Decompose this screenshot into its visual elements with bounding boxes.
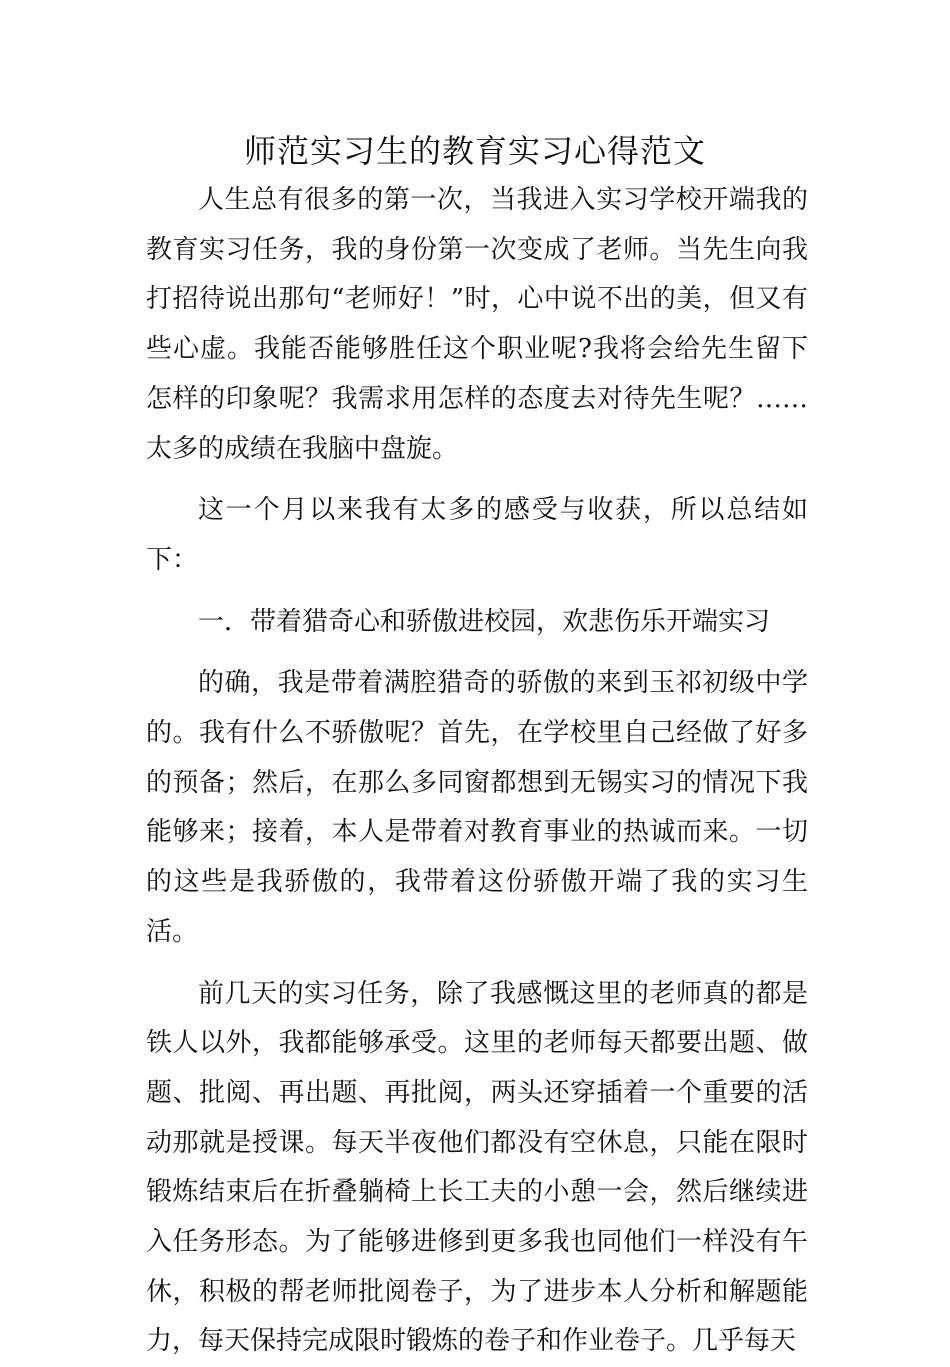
paragraph-pride: 的确，我是带着满腔猎奇的骄傲的来到玉祁初级中学的。我有什么不骄傲呢？首先，在学校里自己经做了好多的预备；然后，在那么多同窗都想到无锡实习的情况下我能够来；接着，本人是带着对教育事业的热诚而来。一切的这些是我骄傲的，我带着这份骄傲开端了我的实习生活。 [146,668,808,947]
paragraph-summary-lead: 这一个月以来我有太多的感受与收获，所以总结如下： [146,495,808,575]
paragraph-intro: 人生总有很多的第一次，当我进入实习学校开端我的教育实习任务，我的身份第一次变成了老师。当先生向我打招待说出那句“老师好！”时，心中说不出的美，但又有些心虚。我能否能够胜任这个职业呢?我将会给先生留下怎样的印象呢？我需求用怎样的态度去对待先生呢？……太多的成绩在我脑中盘旋。 [146,185,808,464]
document-title: 师范实习生的教育实习心得范文 [243,132,706,170]
section-heading-1: 一．带着猎奇心和骄傲进校园，欢悲伤乐开端实习 [198,606,771,637]
document-body [146,176,808,1367]
paragraph-first-days: 前几天的实习任务，除了我感慨这里的老师真的都是铁人以外，我都能够承受。这里的老师每天都要出题、做题、批阅、再出题、再批阅，两头还穿插着一个重要的活动那就是授课。每天半夜他们都没有空休息，只能在限时锻炼结束后在折叠躺椅上长工夫的小憩一会，然后继续进入任务形态。为了能够进修到更多我也同他们一样没有午休，积极的帮老师批阅卷子，为了进步本人分析和解题能力，每天保持完成限时锻炼的卷子和作业卷子。几乎每天 [146,978,808,1357]
